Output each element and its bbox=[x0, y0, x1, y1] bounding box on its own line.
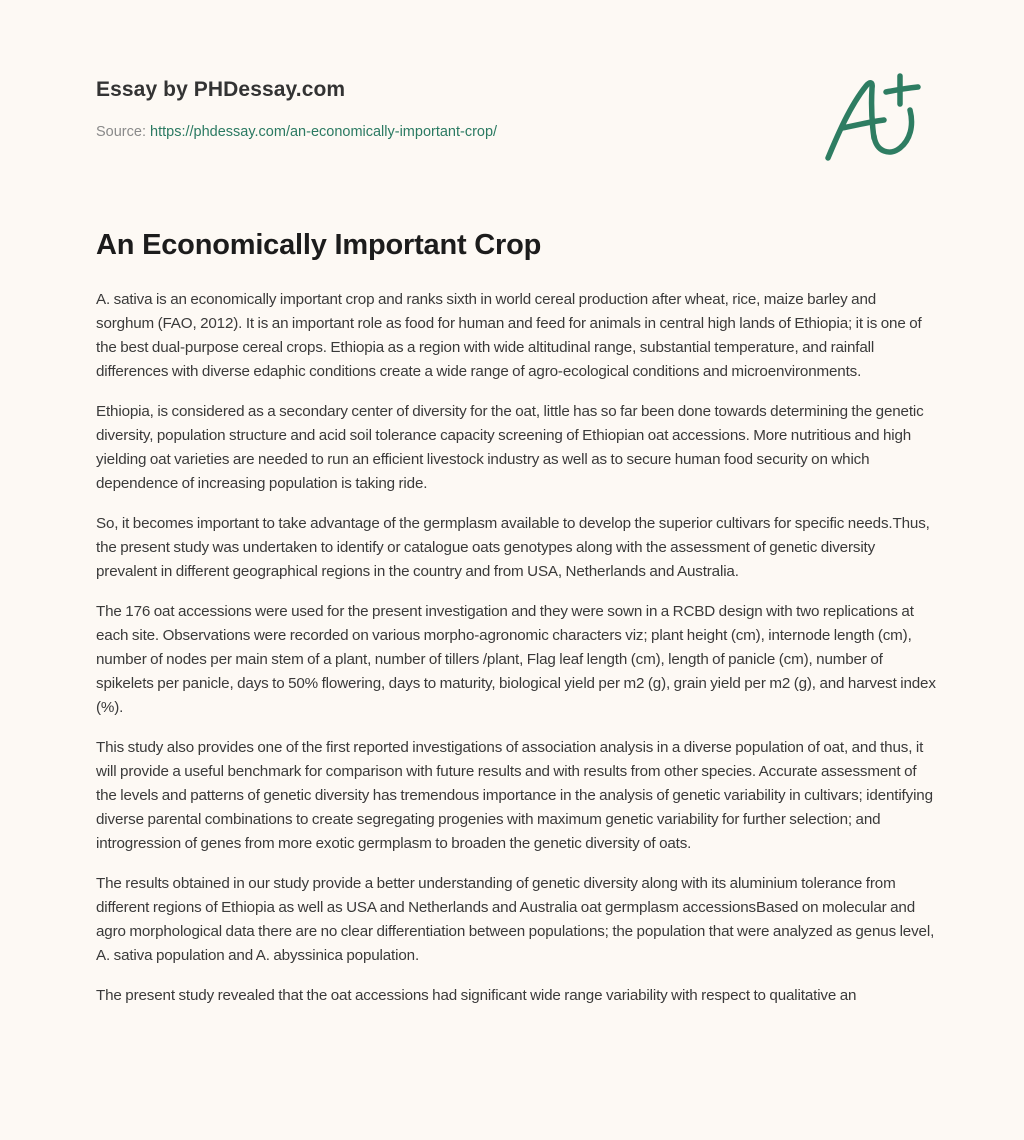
essay-article bbox=[96, 226, 936, 1024]
essay-paragraph: A. sativa is an economically important crop and ranks sixth in world cereal production after wheat, rice, maize barley and sorghum (FAO, 2012). It is an important role as food for human and feed for animals in central high lands of Ethiopia; it is one of the best dual-purpose cereal crops. Ethiopia as a region with wide altitudinal range, substantial temperature, and rainfall differences with diverse edaphic conditions create a wide range of agro-ecological conditions and microenvironments. bbox=[96, 291, 922, 380]
essay-paragraph-truncated: The present study revealed that the oat accessions had significant wide range variability with respect to qualitative an bbox=[96, 987, 857, 1004]
source-link[interactable]: https://phdessay.com/an-economically-important-crop/ bbox=[150, 124, 498, 140]
source-label: Source: bbox=[96, 124, 146, 140]
essay-paragraph: The results obtained in our study provide a better understanding of genetic diversity along with its aluminium tolerance from different regions of Ethiopia as well as USA and Netherlands and Australia oat germplasm accessionsBased on molecular and agro morphological data there are no clear differentiation between populations; the population that were analyzed as genus level, A. sativa population and A. abyssinica population. bbox=[96, 875, 935, 964]
article-title: An Economically Important Crop bbox=[96, 229, 542, 261]
site-title: Essay by PHDessay.com bbox=[96, 78, 346, 101]
source-line bbox=[96, 122, 696, 142]
essay-paragraph: The 176 oat accessions were used for the present investigation and they were sown in a RCBD design with two replications at each site. Observations were recorded on various morpho-agronomic characters viz; plant height (cm), internode length (cm), number of nodes per main stem of a plant, number of tillers /plant, Flag leaf length (cm), length of panicle (cm), number of spikelets per panicle, days to 50% flowering, days to maturity, biological yield per m2 (g), grain yield per m2 (g), and harvest index (%). bbox=[96, 603, 936, 716]
essay-paragraph: So, it becomes important to take advantage of the germplasm available to develop the superior cultivars for specific needs.Thus, the present study was undertaken to identify or catalogue oats genotypes along with the assessment of genetic diversity prevalent in different geographical regions in the country and from USA, Netherlands and Australia. bbox=[96, 515, 930, 580]
page-header bbox=[96, 76, 696, 142]
essay-paragraph: This study also provides one of the first reported investigations of association analysis in a diverse population of oat, and thus, it will provide a useful benchmark for comparison with future results and with results from other species. Accurate assessment of the levels and patterns of genetic diversity has tremendous importance in the analysis of genetic variability in cultivars; identifying diverse parental combinations to create segregating progenies with maximum genetic variability for further selection; and introgression of genes from more exotic germplasm to broaden the genetic diversity of oats. bbox=[96, 739, 933, 852]
a-plus-grade-icon bbox=[818, 66, 930, 166]
essay-paragraph: Ethiopia, is considered as a secondary center of diversity for the oat, little has so far been done towards determining the genetic diversity, population structure and acid soil tolerance capacity screening of Ethiopian oat accessions. More nutritious and high yielding oat varieties are needed to run an efficient livestock industry as well as to secure human food security on which dependence of increasing population is taking ride. bbox=[96, 403, 924, 492]
